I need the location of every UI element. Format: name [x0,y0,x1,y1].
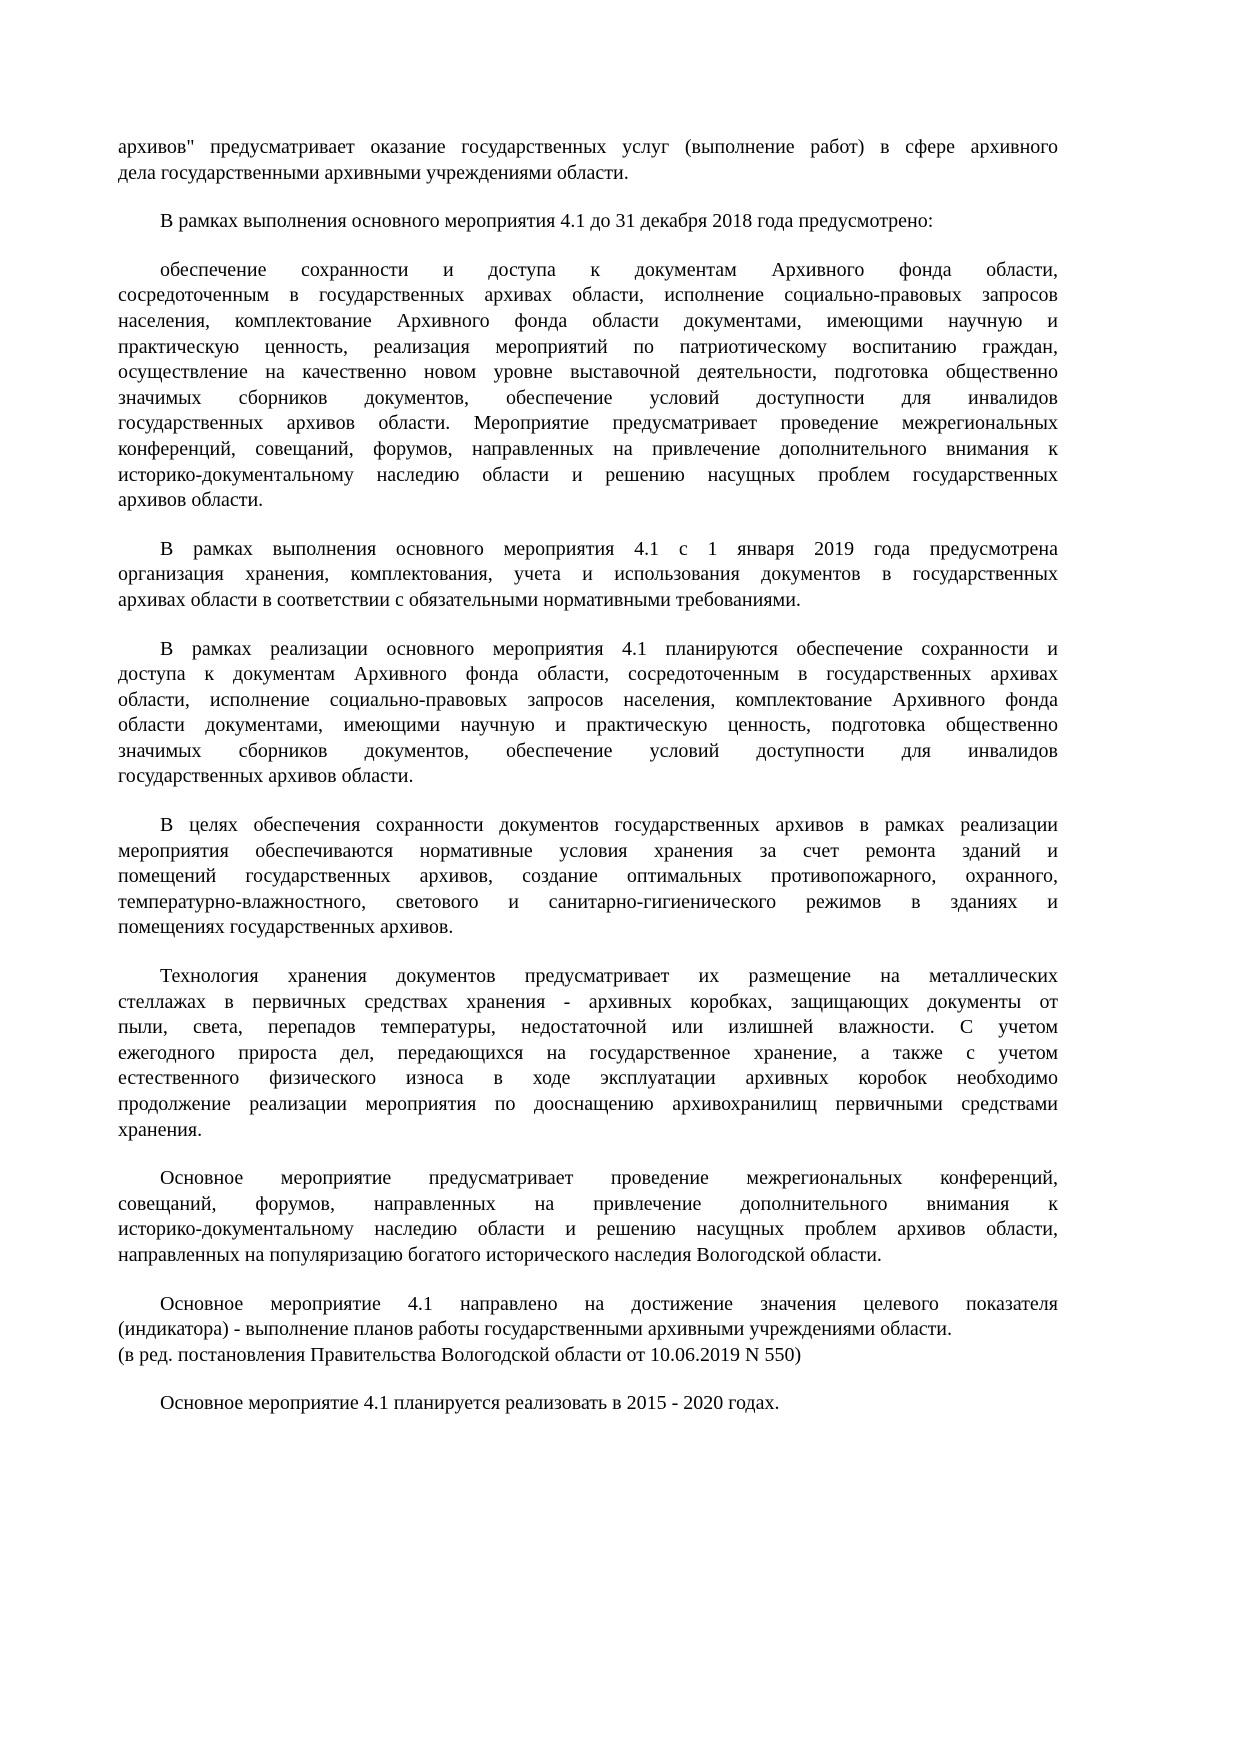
text-line: организация хранения, комплектования, учета и использования документов в государственных [118,563,1058,586]
text-line: совещаний, форумов, направленных на привлечение дополнительного внимания к [118,1192,1058,1215]
paragraph [118,637,1058,791]
text-line: В рамках выполнения основного мероприятия 4.1 до 31 декабря 2018 года предусмотрено: [160,210,934,233]
paragraph [118,1391,1058,1417]
text-line: ежегодного прироста дел, передающихся на государственное хранение, а также с учетом [118,1041,1058,1064]
text-line: стеллажах в первичных средствах хранения - архивных коробках, защищающих документы от [118,990,1058,1013]
document-page [118,135,1058,1440]
text-line: естественного физического износа в ходе эксплуатации архивных коробок необходимо [118,1067,1058,1090]
text-line: продолжение реализации мероприятия по дооснащению архивохранилищ первичными средствами [118,1093,1058,1115]
text-line: помещений государственных архивов, создание оптимальных противопожарного, охранного, [118,865,1058,888]
text-line: Основное мероприятие 4.1 планируется реализовать в 2015 - 2020 годах. [160,1392,780,1415]
text-line: Основное мероприятие предусматривает проведение межрегиональных конференций, [160,1167,1058,1190]
text-line: обеспечение сохранности и доступа к документам Архивного фонда области, [160,258,1058,281]
text-line: архивов области. [118,489,264,512]
text-line: В целях обеспечения сохранности документов государственных архивов в рамках реализации [160,814,1058,837]
text-line: (индикатора) - выполнение планов работы государственными архивными учреждениями области. [118,1318,953,1341]
paragraph [118,813,1058,941]
text-line: мероприятия обеспечиваются нормативные условия хранения за счет ремонта зданий и [118,839,1058,862]
paragraph [118,1343,1058,1369]
text-line: сосредоточенным в государственных архивах области, исполнение социально-правовых запросов [118,284,1058,307]
text-line: Основное мероприятие 4.1 направлено на достижение значения целевого показателя [160,1292,1058,1315]
text-line: доступа к документам Архивного фонда области, сосредоточенным в государственных архивах [118,663,1058,686]
paragraph [118,1166,1058,1268]
text-line: области, исполнение социально-правовых запросов населения, комплектование Архивного фонда [118,688,1058,711]
text-line: осуществление на качественно новом уровне выставочной деятельности, подготовка общественно [118,361,1058,384]
paragraph [118,1292,1058,1343]
text-line: конференций, совещаний, форумов, направленных на привлечение дополнительного внимания к [118,437,1058,460]
text-line: хранения. [118,1118,203,1141]
text-line: помещениях государственных архивов. [118,916,454,939]
paragraph [118,537,1058,614]
text-line: государственных архивов области. Мероприятие предусматривает проведение межрегиональных [118,412,1058,435]
text-line: В рамках выполнения основного мероприятия 4.1 с 1 января 2019 года предусмотрена [160,537,1058,560]
text-line: Технология хранения документов предусматривает их размещение на металлических [160,965,1058,988]
text-line: населения, комплектование Архивного фонда области документами, имеющими научную и [118,309,1058,332]
paragraph [118,135,1058,186]
text-line: (в ред. постановления Правительства Вологодской области от 10.06.2019 N 550) [118,1343,802,1366]
paragraph [118,964,1058,1143]
paragraph [118,209,1058,235]
text-line: значимых сборников документов, обеспечение условий доступности для инвалидов [118,386,1058,409]
text-line: государственных архивов области. [118,765,414,788]
text-line: историко-документальному наследию области и решению насущных проблем архивов области, [118,1218,1058,1241]
text-line: архивах области в соответствии с обязательными нормативными требованиями. [118,588,801,611]
text-line: практическую ценность, реализация мероприятий по патриотическому воспитанию граждан, [118,335,1058,358]
text-line: архивов" предусматривает оказание государственных услуг (выполнение работ) в сфере архивного [118,136,1058,158]
text-line: пыли, света, перепадов температуры, недостаточной или излишней влажности. С учетом [118,1016,1058,1039]
text-line: области документами, имеющими научную и практическую ценность, подготовка общественно [118,714,1058,737]
text-line: В рамках реализации основного мероприятия 4.1 планируются обеспечение сохранности и [160,637,1058,660]
text-line: температурно-влажностного, светового и санитарно-гигиенического режимов в зданиях и [118,890,1058,913]
text-line: направленных на популяризацию богатого исторического наследия Вологодской области. [118,1243,882,1266]
text-line: историко-документальному наследию области и решению насущных проблем государственных [118,463,1058,486]
text-line: дела государственными архивными учреждениями области. [118,161,629,184]
paragraph [118,258,1058,514]
text-line: значимых сборников документов, обеспечение условий доступности для инвалидов [118,739,1058,762]
